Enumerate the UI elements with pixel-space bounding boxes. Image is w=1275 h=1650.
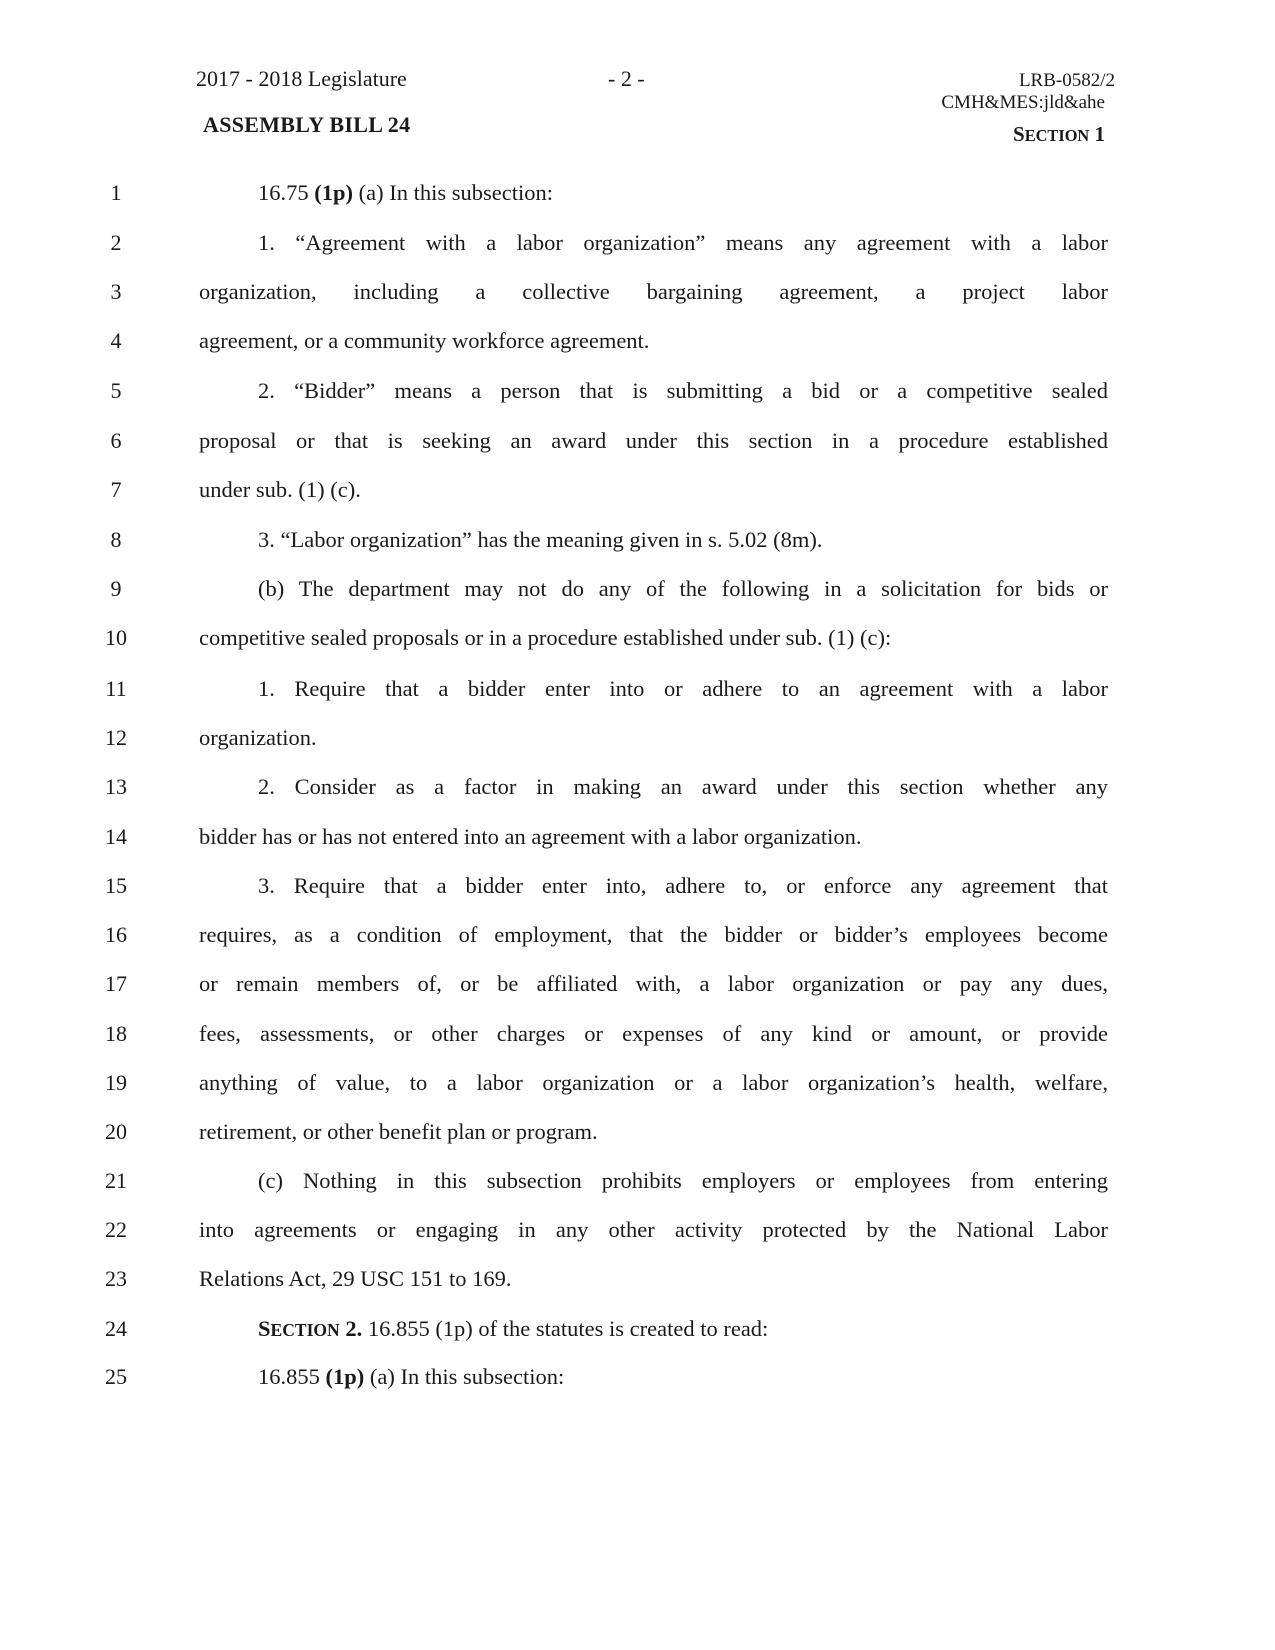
bill-line (0, 576, 1275, 610)
bill-title: ASSEMBLY BILL 24 (203, 112, 411, 137)
line-number: 6 (110, 428, 122, 453)
line-text: retirement, or other benefit plan or program. (199, 1119, 598, 1144)
bill-line (0, 1119, 1275, 1153)
lrb-number: LRB-0582/2 (1018, 70, 1115, 91)
line-text (258, 1364, 564, 1390)
line-text (258, 180, 553, 206)
line-number: 21 (105, 1168, 127, 1193)
drafter-initials: CMH&MES:jld&ahe (941, 92, 1105, 113)
line-number: 2 (110, 230, 122, 255)
line-number: 25 (105, 1364, 127, 1389)
line-text: organization. (199, 725, 317, 750)
bill-line (0, 1266, 1275, 1300)
bill-line (0, 230, 1275, 264)
line-number: 10 (105, 625, 127, 650)
line-number: 15 (105, 873, 127, 898)
section-heading-initial: S (1013, 122, 1025, 146)
bill-line (0, 328, 1275, 362)
bill-line (0, 1021, 1275, 1055)
line-text: proposal or that is seeking an award under this section in a procedure established (199, 428, 1108, 453)
line-text: anything of value, to a labor organization or a labor organization’s health, welfare, (199, 1070, 1108, 1095)
line-text (258, 1316, 768, 1342)
legislature-label: 2017 - 2018 Legislature (196, 66, 407, 91)
line-text-rest: 16.855 (1p) of the statutes is created to read: (362, 1316, 769, 1341)
statute-number: 16.75 (258, 180, 315, 205)
line-text: under sub. (1) (c). (199, 477, 361, 502)
section-heading-rest: ECTION (1024, 126, 1090, 145)
section-heading (1013, 122, 1105, 147)
section-label-number: 2. (339, 1316, 363, 1341)
line-text-rest: (a) In this subsection: (364, 1364, 565, 1389)
line-text: (b) The department may not do any of the following in a solicitation for bids or (258, 576, 1108, 601)
bill-line (0, 824, 1275, 858)
line-text: or remain members of, or be affiliated with, a labor organization or pay any dues, (199, 971, 1108, 996)
bill-line (0, 1217, 1275, 1251)
line-number: 4 (110, 328, 122, 353)
bill-line (0, 725, 1275, 759)
bill-line (0, 527, 1275, 561)
line-number: 9 (110, 576, 122, 601)
line-number: 16 (105, 922, 127, 947)
bill-line (0, 1070, 1275, 1104)
line-number: 22 (105, 1217, 127, 1242)
line-number: 18 (105, 1021, 127, 1046)
bill-line (0, 971, 1275, 1005)
bill-line (0, 1364, 1275, 1398)
line-number: 17 (105, 971, 127, 996)
line-number: 8 (110, 527, 122, 552)
bill-line (0, 428, 1275, 462)
line-text: 3. “Labor organization” has the meaning given in s. 5.02 (8m). (258, 527, 823, 552)
subsection-label: (1p) (325, 1364, 365, 1389)
bill-line (0, 922, 1275, 956)
bill-line (0, 1168, 1275, 1202)
section-label (258, 1316, 362, 1341)
line-text: 2. Consider as a factor in making an award under this section whether any (258, 774, 1108, 799)
line-text: requires, as a condition of employment, that the bidder or bidder’s employees become (199, 922, 1108, 947)
line-number: 3 (110, 279, 122, 304)
bill-line (0, 873, 1275, 907)
line-text: into agreements or engaging in any other activity protected by the National Labor (199, 1217, 1108, 1242)
section-label-rest: ECTION (270, 1320, 340, 1340)
bill-line (0, 676, 1275, 710)
section-heading-number: 1 (1094, 122, 1105, 146)
line-text: agreement, or a community workforce agreement. (199, 328, 650, 353)
line-number: 11 (105, 676, 127, 701)
line-number: 1 (110, 180, 122, 205)
line-text: Relations Act, 29 USC 151 to 169. (199, 1266, 512, 1291)
subsection-label: (1p) (314, 180, 353, 205)
line-text: 3. Require that a bidder enter into, adhere to, or enforce any agreement that (258, 873, 1108, 898)
line-number: 7 (110, 477, 122, 502)
bill-line (0, 180, 1275, 214)
line-text: 2. “Bidder” means a person that is submitting a bid or a competitive sealed (258, 378, 1108, 403)
line-number: 12 (105, 725, 127, 750)
line-text: (c) Nothing in this subsection prohibits employers or employees from entering (258, 1168, 1108, 1193)
line-text: bidder has or has not entered into an agreement with a labor organization. (199, 824, 862, 849)
statute-number: 16.855 (258, 1364, 326, 1389)
line-number: 13 (105, 774, 127, 799)
line-number: 5 (110, 378, 122, 403)
line-number: 24 (105, 1316, 127, 1341)
line-number: 19 (105, 1070, 127, 1095)
line-number: 23 (105, 1266, 127, 1291)
line-text: 1. Require that a bidder enter into or adhere to an agreement with a labor (258, 676, 1108, 701)
bill-line (0, 774, 1275, 808)
bill-line (0, 378, 1275, 412)
line-text: fees, assessments, or other charges or expenses of any kind or amount, or provide (199, 1021, 1108, 1046)
page-number: - 2 - (608, 66, 645, 91)
line-number: 14 (105, 824, 127, 849)
bill-line (0, 477, 1275, 511)
line-text: competitive sealed proposals or in a procedure established under sub. (1) (c): (199, 625, 892, 650)
line-number: 20 (105, 1119, 127, 1144)
line-text: organization, including a collective bargaining agreement, a project labor (199, 279, 1108, 304)
line-text: 1. “Agreement with a labor organization” means any agreement with a labor (258, 230, 1108, 255)
section-label-initial: S (258, 1316, 271, 1341)
bill-line (0, 279, 1275, 313)
line-text-rest: (a) In this subsection: (353, 180, 553, 205)
bill-line (0, 625, 1275, 659)
bill-line (0, 1316, 1275, 1350)
